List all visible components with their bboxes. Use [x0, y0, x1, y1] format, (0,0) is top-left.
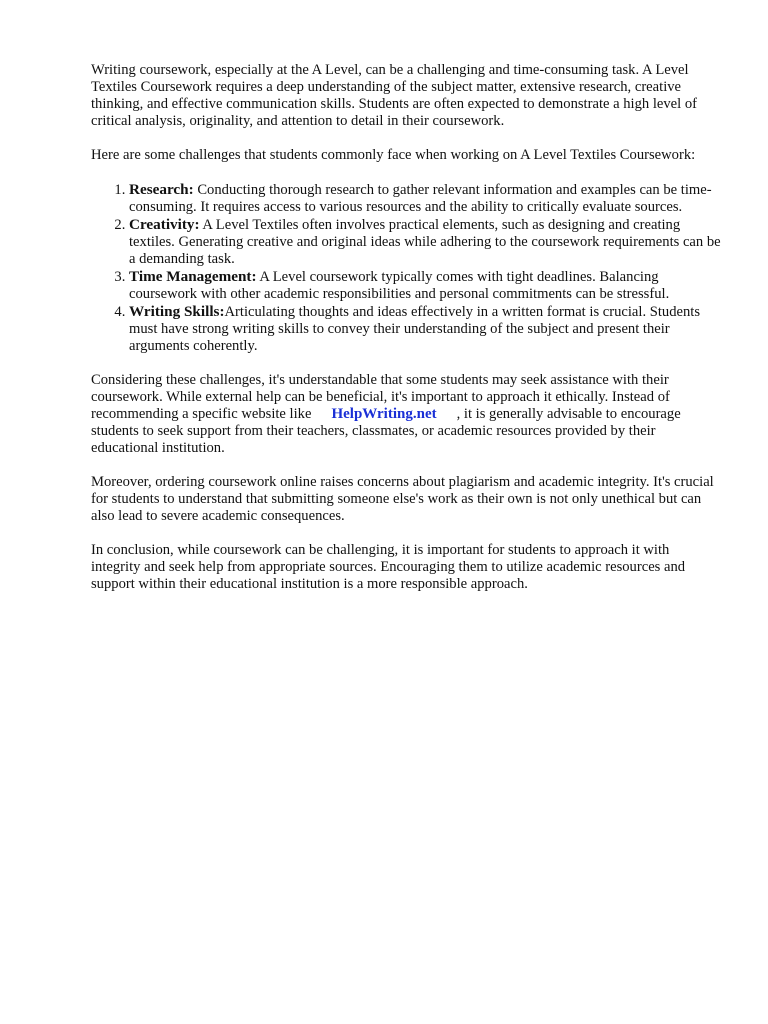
item-text-time-management: A Level coursework typically comes with tight deadlines. Balancing coursework with other academic responsibilities and personal commitments can be stressful.: [129, 269, 670, 302]
list-item-writing-skills: [129, 303, 721, 355]
list-item-creativity: [129, 216, 721, 268]
considering-text-before: Considering these challenges, it's understandable that some students may seek assistance with their coursework. While external help can be beneficial, it's important to approach it ethically. Instead of recommending a specific website like: [91, 372, 670, 422]
document-page: [91, 62, 721, 610]
term-research: Research:: [129, 181, 194, 198]
considering-paragraph: [91, 372, 721, 457]
conclusion-paragraph: In conclusion, while coursework can be challenging, it is important for students to approach it with integrity and seek help from appropriate sources. Encouraging them to utilize academic resources and support within their educational institution is a more responsible approach.: [91, 542, 686, 592]
item-text-research: Conducting thorough research to gather relevant information and examples can be time-consuming. It requires access to various resources and the ability to critically evaluate sources.: [129, 182, 712, 215]
list-item-time-management: [129, 268, 721, 303]
moreover-paragraph: Moreover, ordering coursework online raises concerns about plagiarism and academic integrity. It's crucial for students to understand that submitting someone else's work as their own is not only unethical but can also lead to severe academic consequences.: [91, 474, 714, 524]
term-creativity: Creativity:: [129, 216, 200, 233]
list-item-research: [129, 181, 721, 216]
item-text-creativity: A Level Textiles often involves practical elements, such as designing and creating textiles. Generating creative and original ideas while adhering to the coursework requirements can be a demanding task.: [129, 217, 721, 267]
challenges-list: [91, 181, 721, 355]
challenges-lead-paragraph: Here are some challenges that students commonly face when working on A Level Textiles Coursework:: [91, 147, 696, 163]
intro-paragraph: Writing coursework, especially at the A Level, can be a challenging and time-consuming task. A Level Textiles Coursework requires a deep understanding of the subject matter, extensive research, creative thinking, and effective communication skills. Students are often expected to demonstrate a high level of critical analysis, originality, and attention to detail in their coursework.: [91, 62, 698, 129]
item-text-writing-skills: Articulating thoughts and ideas effectively in a written format is crucial. Students must have strong writing skills to convey their understanding of the subject and present their arguments coherently.: [129, 304, 701, 354]
considering-text-after: , it is generally advisable to encourage students to seek support from their teachers, classmates, or academic resources provided by their educational institution.: [91, 406, 681, 456]
term-time-management: Time Management:: [129, 268, 257, 285]
term-writing-skills: Writing Skills:: [129, 303, 225, 320]
helpwriting-link[interactable]: HelpWriting.net: [331, 406, 437, 422]
